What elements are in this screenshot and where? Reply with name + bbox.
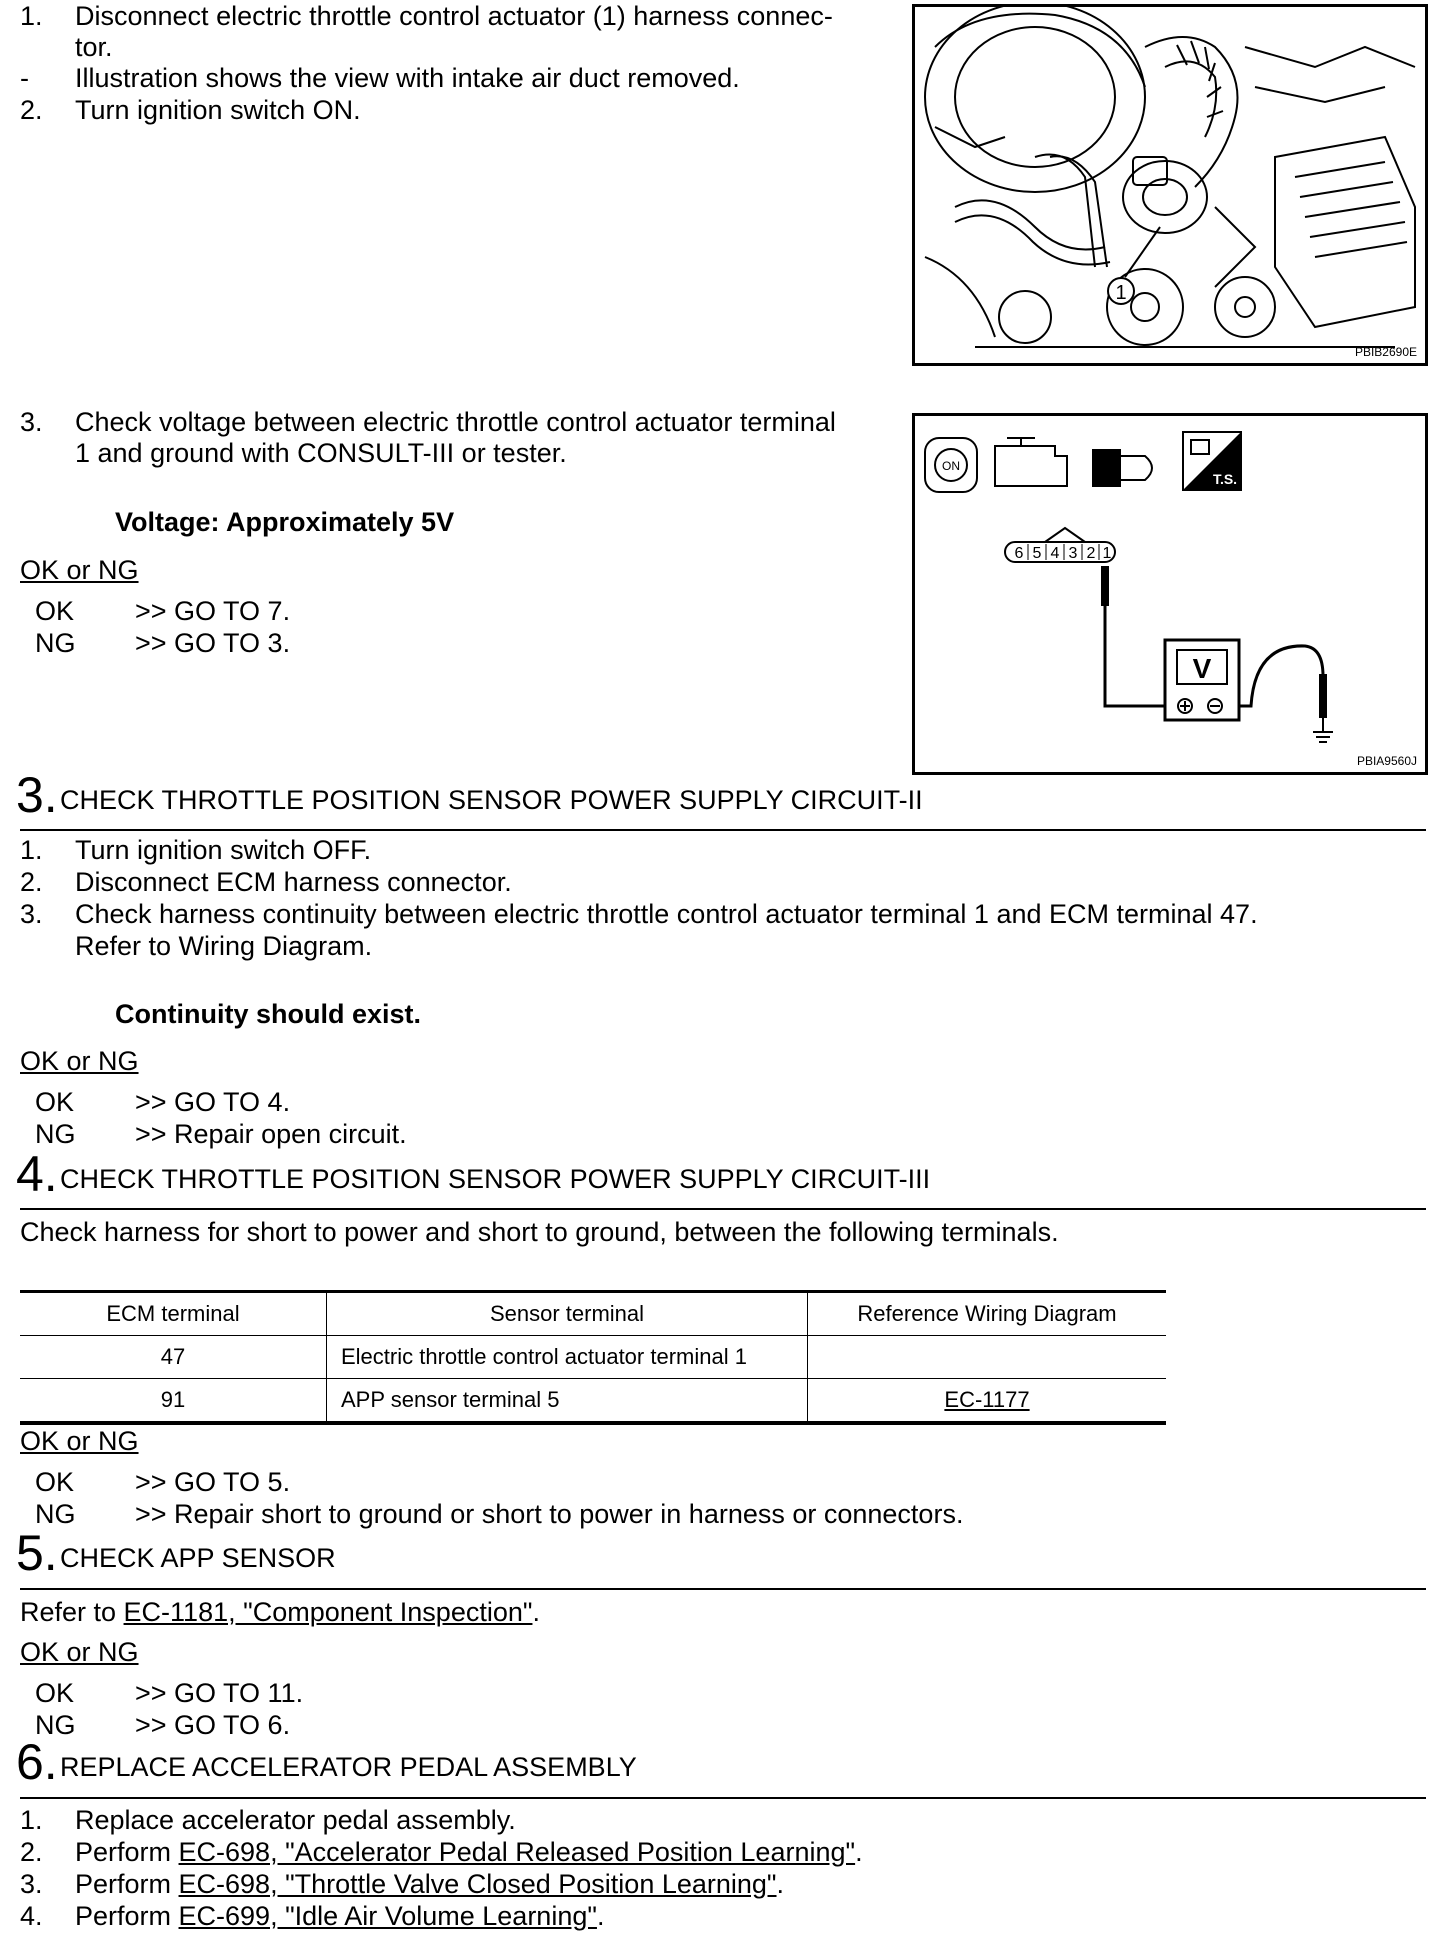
pedal-learning-link[interactable]: EC-698, "Accelerator Pedal Released Position Learning" — [178, 1837, 856, 1867]
ok-or-ng-heading: OK or NG — [20, 1046, 139, 1076]
step-text — [75, 1868, 784, 1900]
step-text-suffix: . — [855, 1837, 863, 1867]
table-cell: Electric throttle control actuator terminal 1 — [327, 1336, 808, 1379]
table-cell: 47 — [20, 1336, 327, 1379]
section-number: 6. — [16, 1734, 58, 1790]
step-text-prefix: Perform — [75, 1901, 179, 1931]
section-title: REPLACE ACCELERATOR PEDAL ASSEMBLY — [60, 1752, 637, 1782]
ok-label: OK — [35, 1087, 75, 1117]
callout-number: 1 — [1115, 282, 1127, 304]
note-dash: - — [20, 63, 29, 93]
section-divider — [20, 1588, 1426, 1590]
step-text-prefix: Perform — [75, 1837, 179, 1867]
step-text-continued: 1 and ground with CONSULT-III or tester. — [75, 438, 567, 468]
step-text — [75, 1900, 604, 1932]
section-body — [20, 1596, 540, 1628]
ng-label: NG — [35, 628, 76, 658]
terminal-label: 4 — [1050, 545, 1060, 562]
table-cell: APP sensor terminal 5 — [327, 1379, 808, 1424]
ok-action: >> GO TO 4. — [135, 1087, 291, 1117]
step-number: 2. — [20, 1837, 43, 1867]
step-text-continued: tor. — [75, 32, 113, 62]
step-number: 1. — [20, 1805, 43, 1835]
step-text: Disconnect ECM harness connector. — [75, 867, 512, 897]
section-body: Check harness for short to power and short to ground, between the following terminals. — [20, 1217, 1059, 1247]
column-header: Reference Wiring Diagram — [808, 1292, 1167, 1336]
step-text: Disconnect electric throttle control actuator (1) harness connec- — [75, 1, 833, 31]
section-title: CHECK THROTTLE POSITION SENSOR POWER SUPPLY CIRCUIT-III — [60, 1164, 931, 1194]
step-number: 3. — [20, 407, 43, 437]
body-text: Refer to — [20, 1597, 124, 1627]
step-text: Check voltage between electric throttle control actuator terminal — [75, 407, 836, 437]
step-number: 1. — [20, 835, 43, 865]
body-text: . — [532, 1597, 540, 1627]
ng-label: NG — [35, 1119, 76, 1149]
specification-text: Voltage: Approximately 5V — [115, 507, 455, 537]
ignition-on-label: ON — [942, 459, 960, 473]
terminal-label: 1 — [1102, 545, 1112, 562]
step-text: Replace accelerator pedal assembly. — [75, 1805, 516, 1835]
voltage-check-diagram — [912, 413, 1428, 775]
ok-action: >> GO TO 11. — [135, 1678, 304, 1708]
ng-action: >> Repair open circuit. — [135, 1119, 407, 1149]
terminal-label: 5 — [1032, 545, 1042, 562]
table-row — [20, 1336, 1166, 1379]
ok-or-ng-heading: OK or NG — [20, 1637, 139, 1667]
column-header: ECM terminal — [20, 1292, 327, 1336]
step-number: 2. — [20, 95, 43, 125]
throttle-learning-link[interactable]: EC-698, "Throttle Valve Closed Position Learning" — [178, 1869, 777, 1899]
ok-label: OK — [35, 1678, 75, 1708]
ok-label: OK — [35, 596, 75, 626]
table-cell — [808, 1336, 1167, 1379]
ok-or-ng-heading: OK or NG — [20, 1426, 139, 1456]
step-text: Turn ignition switch ON. — [75, 95, 361, 125]
terminal-label: 3 — [1068, 545, 1078, 562]
ng-action: >> Repair short to ground or short to power in harness or connectors. — [135, 1499, 964, 1529]
specification-text: Continuity should exist. — [115, 999, 422, 1029]
section-number: 5. — [16, 1525, 58, 1581]
section-divider — [20, 1208, 1426, 1210]
section-divider — [20, 829, 1426, 831]
engine-bay-drawing — [915, 7, 1425, 363]
ok-label: OK — [35, 1467, 75, 1497]
terminal-label: 2 — [1086, 545, 1096, 562]
ng-label: NG — [35, 1499, 76, 1529]
column-header: Sensor terminal — [327, 1292, 808, 1336]
step-number: 4. — [20, 1901, 43, 1931]
ok-or-ng-heading: OK or NG — [20, 555, 139, 585]
step-text: Check harness continuity between electric throttle control actuator terminal 1 and ECM terminal 47. — [75, 899, 1258, 929]
wiring-diagram-link[interactable]: EC-1177 — [944, 1387, 1030, 1412]
figure-code: PBIB2690E — [1354, 345, 1417, 359]
table-cell — [808, 1379, 1167, 1424]
note-text: Illustration shows the view with intake air duct removed. — [75, 63, 740, 93]
table-row — [20, 1379, 1166, 1424]
terminal-label: 6 — [1014, 545, 1024, 562]
step-text-continued: Refer to Wiring Diagram. — [75, 931, 373, 961]
ng-label: NG — [35, 1710, 76, 1740]
step-text — [75, 1836, 863, 1868]
voltmeter-label: V — [1192, 653, 1212, 684]
table-header-row — [20, 1292, 1166, 1336]
section-number: 4. — [16, 1146, 58, 1202]
ok-action: >> GO TO 5. — [135, 1467, 291, 1497]
step-number: 3. — [20, 899, 43, 929]
section-title: CHECK THROTTLE POSITION SENSOR POWER SUPPLY CIRCUIT-II — [60, 785, 923, 815]
idle-air-learning-link[interactable]: EC-699, "Idle Air Volume Learning" — [178, 1901, 597, 1931]
table-cell: 91 — [20, 1379, 327, 1424]
ts-label: T.S. — [1212, 471, 1238, 487]
step-text-suffix: . — [776, 1869, 785, 1899]
ng-action: >> GO TO 6. — [135, 1710, 291, 1740]
step-text-prefix: Perform — [75, 1869, 179, 1899]
step-text: Turn ignition switch OFF. — [75, 835, 372, 865]
engine-bay-illustration — [912, 4, 1428, 366]
terminal-table — [20, 1290, 1166, 1425]
ok-action: >> GO TO 7. — [135, 596, 291, 626]
section-divider — [20, 1797, 1426, 1799]
step-text-suffix: . — [596, 1901, 605, 1931]
ng-action: >> GO TO 3. — [135, 628, 291, 658]
step-number: 1. — [20, 1, 43, 31]
section-number: 3. — [16, 767, 58, 823]
figure-code: PBIA9560J — [1356, 754, 1417, 768]
step-number: 3. — [20, 1869, 43, 1899]
voltage-check-drawing — [915, 416, 1425, 772]
component-inspection-link[interactable]: EC-1181, "Component Inspection" — [123, 1597, 533, 1627]
section-title: CHECK APP SENSOR — [60, 1543, 336, 1573]
step-number: 2. — [20, 867, 43, 897]
